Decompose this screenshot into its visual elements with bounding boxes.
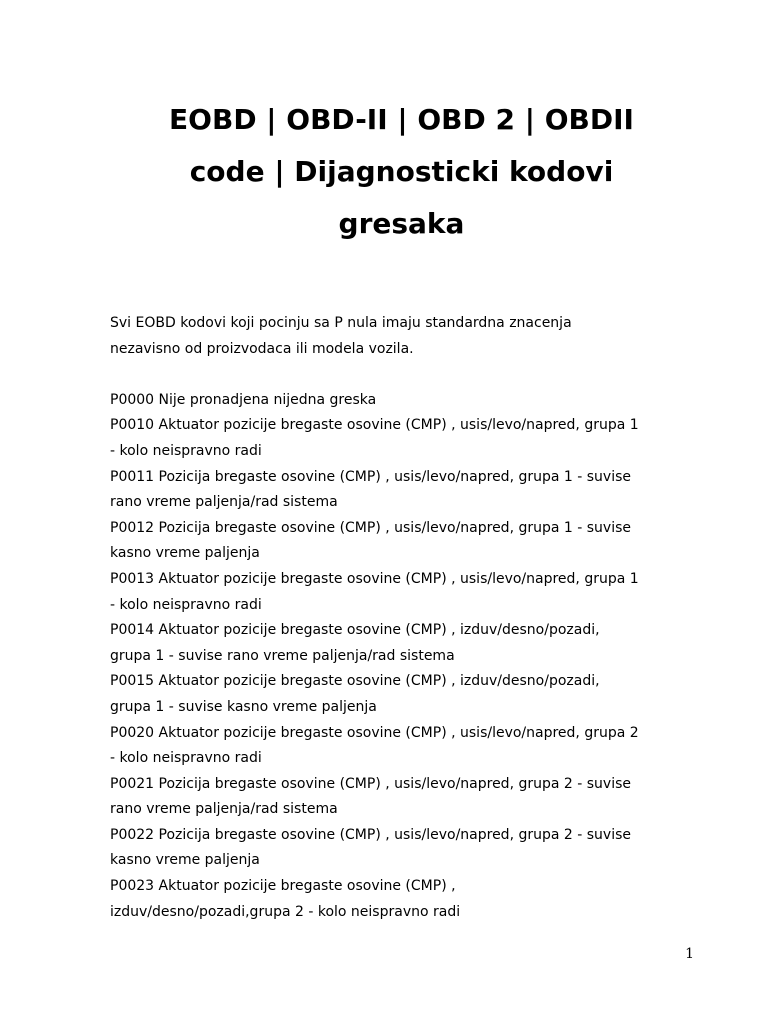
page-number: 1: [685, 946, 694, 962]
code-line: P0010 Aktuator pozicije bregaste osovine (CMP) , usis/levo/napred, grupa 1: [110, 417, 639, 434]
code-line: P0023 Aktuator pozicije bregaste osovine (CMP) ,: [110, 878, 456, 895]
code-line: rano vreme paljenja/rad sistema: [110, 801, 338, 818]
code-line: P0020 Aktuator pozicije bregaste osovine (CMP) , usis/levo/napred, grupa 2: [110, 724, 639, 741]
code-line: P0022 Pozicija bregaste osovine (CMP) , usis/levo/napred, grupa 2 - suvise: [110, 826, 632, 843]
document-body: [110, 311, 710, 925]
intro-line: nezavisno od proizvodaca ili modela vozila.: [110, 340, 414, 357]
paragraph-gap: [110, 362, 710, 388]
code-line: kasno vreme paljenja: [110, 852, 260, 869]
code-line: P0021 Pozicija bregaste osovine (CMP) , usis/levo/napred, grupa 2 - suvise: [110, 775, 632, 792]
code-line: - kolo neispravno radi: [110, 596, 262, 613]
code-line: grupa 1 - suvise rano vreme paljenja/rad sistema: [110, 647, 455, 664]
code-line: P0015 Aktuator pozicije bregaste osovine (CMP) , izduv/desno/pozadi,: [110, 673, 600, 690]
title-line: EOBD | OBD-II | OBD 2 | OBDII: [169, 103, 634, 136]
code-line: - kolo neispravno radi: [110, 750, 262, 767]
code-line: P0000 Nije pronadjena nijedna greska: [110, 391, 377, 408]
code-line: P0014 Aktuator pozicije bregaste osovine (CMP) , izduv/desno/pozadi,: [110, 622, 600, 639]
title-line: gresaka: [338, 207, 465, 240]
code-line: - kolo neispravno radi: [110, 442, 262, 459]
code-line: kasno vreme paljenja: [110, 545, 260, 562]
code-line: P0012 Pozicija bregaste osovine (CMP) , usis/levo/napred, grupa 1 - suvise: [110, 519, 632, 536]
code-line: P0013 Aktuator pozicije bregaste osovine (CMP) , usis/levo/napred, grupa 1: [110, 570, 639, 587]
code-list: [110, 388, 710, 925]
intro-line: Svi EOBD kodovi koji pocinju sa P nula imaju standardna znacenja: [110, 315, 572, 331]
code-line: rano vreme paljenja/rad sistema: [110, 494, 338, 511]
title-line: code | Dijagnosticki kodovi: [189, 155, 614, 188]
code-line: grupa 1 - suvise kasno vreme paljenja: [110, 698, 377, 715]
document-title: [110, 94, 693, 250]
code-line: izduv/desno/pozadi,grupa 2 - kolo neispravno radi: [110, 903, 461, 920]
intro-paragraph: [110, 311, 710, 362]
code-line: P0011 Pozicija bregaste osovine (CMP) , usis/levo/napred, grupa 1 - suvise: [110, 468, 632, 485]
